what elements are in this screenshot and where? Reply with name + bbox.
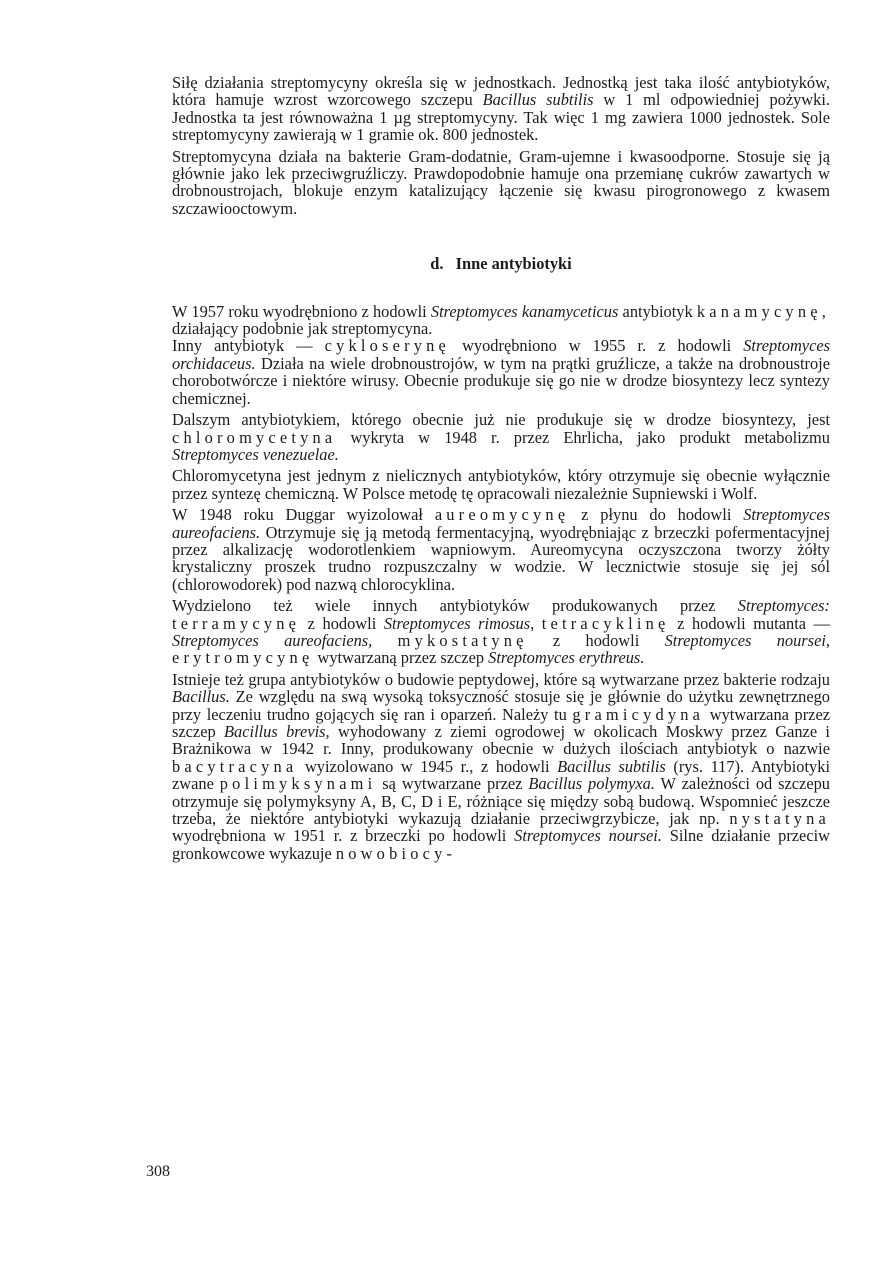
page-number: 308 — [146, 1163, 170, 1180]
section-number: d. — [430, 254, 444, 274]
section-title: Inne antybiotyki — [455, 254, 572, 274]
spaced-term: chloromycetyna — [172, 427, 337, 447]
paragraph-others: Wydzielono też wiele innych antybiotyków produkowanych przez Streptomyces: terramycynę z hodowli Streptomyces rimosus, tetracyklinę z hodowli mutanta — Streptomyces aureofaciens, mykostatynę z hodowli Streptomyces noursei, erytromycynę wytwarzaną przez szczep Streptomyces erythreus. — [172, 596, 830, 668]
paragraph-cycloserine: Inny antybiotyk — cykloserynę wyodrębniono w 1955 r. z hodowli Streptomyces orchidaceus. Działa na wiele drobnoustrojów, w tym na prątki gruźlicze, a także na drobnoustroje chorobotwórcze i niektóre wirusy. Obecnie produkuje się go nie w drodze biosyntezy lecz syntezy chemicznej. — [172, 336, 830, 408]
spaced-term: aureomycynę — [434, 505, 570, 525]
paragraph-peptide: Istnieje też grupa antybiotyków o budowie peptydowej, które są wytwarzane przez bakterie rodzaju Bacillus. Ze względu na swą wysoką toksyczność stosuje się je głównie do użytku zewnętrznego przy leczeniu trudno gojących się ran i oparzeń. Należy tu gramicydyna wytwarzana przez szczep Bacillus brevis, wyhodowany z ziemi ogrodowej w okolicach Moskwy przez Ganze i Brażnikowa w 1942 r. Inny, produkowany obecnie w dużych ilościach antybiotyk o nazwie bacytracyna wyizolowano w 1945 r., z hodowli Bacillus subtilis (rys. 117). Antybiotyki zwane polimyksynami są wytwarzane przez Bacillus polymyxa. W zależności od szczepu otrzymuje się polymyksyny A, B, C, D i E, różniące się między sobą budową. Wspomnieć jeszcze trzeba, że niektóre antybiotyki wykazują działanie przeciwgrzybicze, jak np. nystatyna wyodrębniona w 1951 r. z brzeczki po hodowli Streptomyces noursei. Silne działanie przeciw gronkowcowe wykazuje nowobiocy- — [172, 669, 831, 863]
paragraph-chloromycetin: Dalszym antybiotykiem, którego obecnie już nie produkuje się w drodze biosyntezy, jest chloromycetyna wykryta w 1948 r. przez Ehrlicha, jako produkt metabolizmu Streptomyces venezuelae. — [172, 410, 830, 464]
paragraph-synthesis: Chloromycetyna jest jednym z nielicznych antybiotyków, który otrzymuje się obecnie wyłącznie przez syntezę chemiczną. W Polsce metodę tę opracowali niezależnie Supniewski i Wolf. — [172, 466, 830, 503]
paragraph-aureomycin: W 1948 roku Duggar wyizolował aureomycynę z płynu do hodowli Streptomyces aureofaciens. Otrzymuje się ją metodą fermentacyjną, wyodrębniając z brzeczki pofermentacyjnej przez alkalizację wodorotlenkiem wapniowym. Aureomycyna oczyszczona tworzy żółty krystaliczny proszek trudno rozpuszczalny w wodzie. W lecznictwie stosuje się jej sól (chlorowodorek) pod nazwą chlorocyklina. — [172, 505, 830, 594]
spaced-term: cykloserynę — [324, 336, 451, 356]
species-name: Bacillus subtilis — [482, 90, 594, 110]
paragraph-units: Siłę działania streptomycyny określa się w jednostkach. Jednostką jest taka ilość antybiotyków, która hamuje wzrost wzorcowego szczepu Bacillus subtilis w 1 ml odpowiedniej pożywki. Jednostka ta jest równoważna 1 µg streptomycyny. Tak więc 1 mg zawiera 1000 jednostek. Sole streptomycyny zawierają w 1 gramie ok. 800 jednostek. — [172, 73, 830, 145]
page-body — [172, 74, 830, 862]
paragraph-kanamycin: W 1957 roku wyodrębniono z hodowli Streptomyces kanamyceticus antybiotyk kanamycynę, działający podobnie jak streptomycyna. — [172, 301, 830, 339]
section-heading — [172, 255, 830, 272]
paragraph-action: Streptomycyna działa na bakterie Gram-dodatnie, Gram-ujemne i kwasoodporne. Stosuje się ją głównie jako lek przeciwgruźliczy. Prawdopodobnie hamuje ona przemianę cukrów zawartych w drobnoustrojach, blokuje enzym katalizujący łączenie się kwasu pirogronowego z kwasem szczawiooctowym. — [172, 146, 830, 218]
spaced-term: kanamycynę, — [696, 301, 830, 321]
